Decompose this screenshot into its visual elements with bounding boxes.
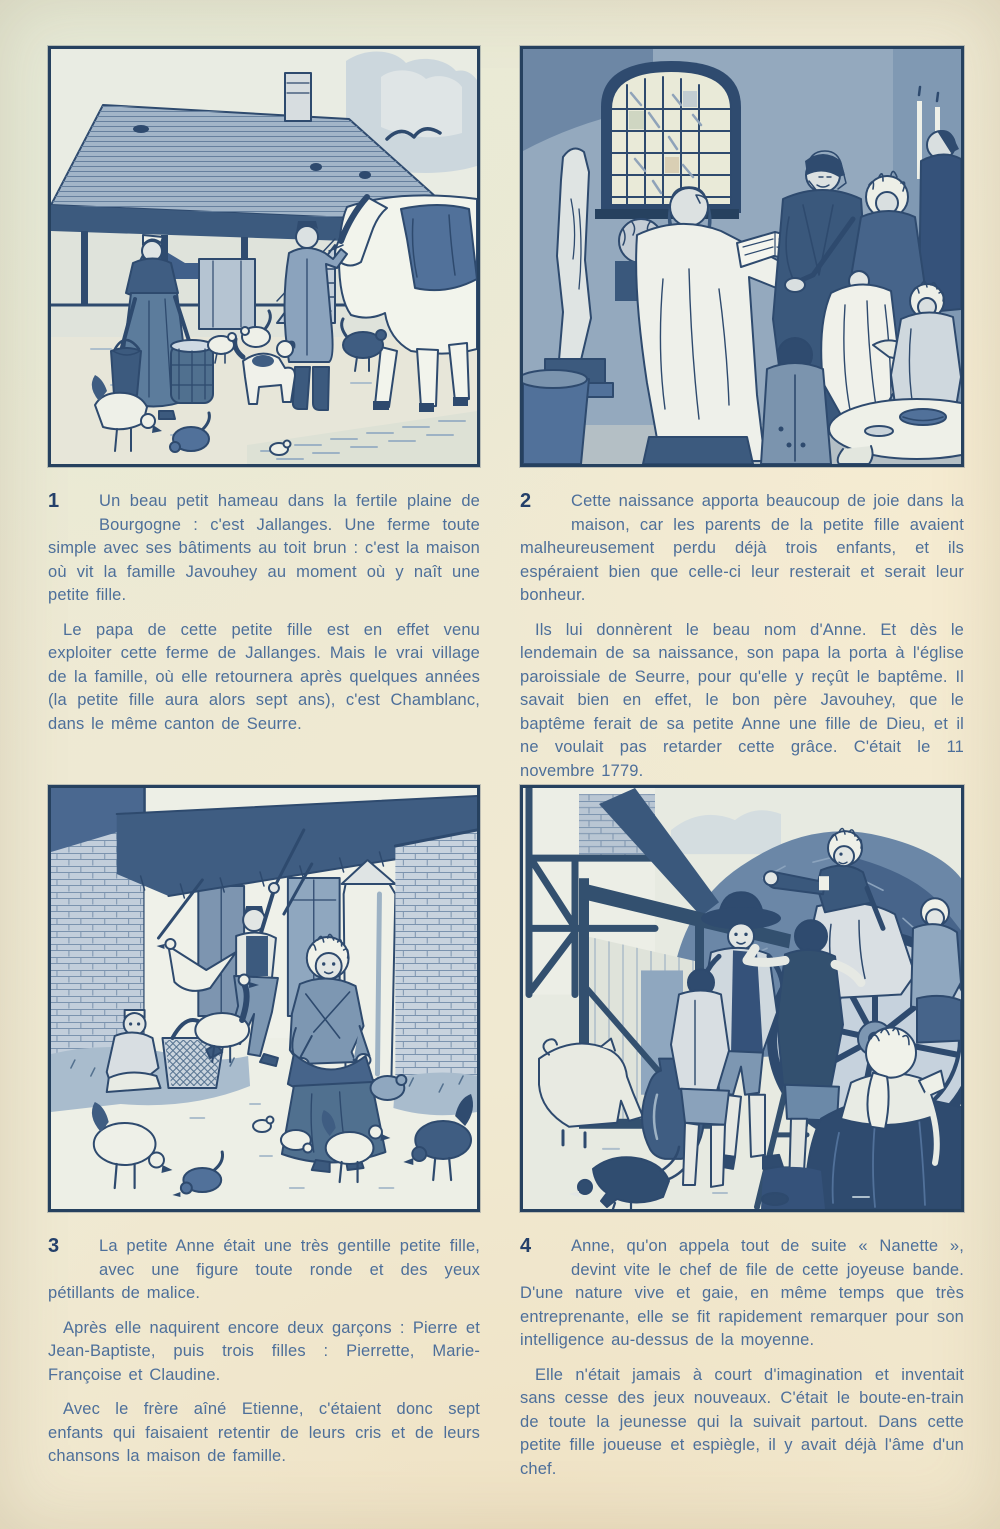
paragraph: 1 Un beau petit hameau dans la fertile plaine de Bourgogne : c'est Jallanges. Une ferme toute simple avec ses bâtiments au toit brun : c'est la maison où vit la famille Javouhey au moment où y naît une petite fille. (48, 490, 480, 604)
paragraph: 4 Anne, qu'on appela tout de suite « Nanette », devint vite le chef de file de cette joyeuse bande. D'une nature vive et gaie, en même temps que très entreprenante, elle se fit rapidement remarquer pour son intelligence au-dessus de la moyenne. (520, 1235, 964, 1349)
panel-number-3: 3 (48, 1235, 60, 1257)
paragraph: 2 Cette naissance apporta beaucoup de joie dans la maison, car les parents de la petite fille avaient malheureusement perdu déjà trois enfants, et ils espéraient bien que celle-ci leur resterait et serait leur bonheur. (520, 490, 964, 604)
baptism-illustration (520, 46, 964, 467)
paragraph: 3 La petite Anne était une très gentille petite fille, avec une figure toute ronde et des yeux pétillants de malice. (48, 1235, 480, 1302)
farm-courtyard-illustration (48, 46, 480, 467)
caption-4 (520, 1235, 964, 1492)
caption-2 (520, 490, 964, 794)
paragraph: Elle n'était jamais à court d'imagination et inventait sans cesse des jeux nouveaux. C'était le boute-en-train de toute la jeunesse qui la suivait partout. Dans cette petite fille joueuse et espiègle, il y avait déjà l'âme d'un chef. (520, 1365, 964, 1478)
caption-1 (48, 490, 480, 747)
story-section-4 (520, 785, 964, 1492)
poultry-yard-illustration (48, 785, 480, 1212)
perched-bird-icon (133, 125, 149, 133)
stained-glass-window (595, 61, 741, 219)
panel-number-2: 2 (520, 490, 532, 512)
panel-number-1: 1 (48, 490, 60, 512)
paragraph: Ils lui donnèrent le beau nom d'Anne. Et dès le lendemain de sa naissance, son papa la porta à l'église paroissiale de Seurre, pour qu'elle y reçût le baptême. Il savait bien en effet, le bon père Javouhey, que le baptême ferait de sa petite Anne une fille de Dieu, et il ne voulait pas retarder cette grâce. C'était le 11 novembre 1779. (520, 620, 964, 780)
caption-3 (48, 1235, 480, 1480)
story-section-1 (48, 46, 480, 785)
cart-wheel-illustration (520, 785, 964, 1212)
story-section-2 (520, 46, 964, 785)
panel-number-4: 4 (520, 1235, 532, 1257)
paragraph: Le papa de cette petite fille est en effet venu exploiter cette ferme de Jallanges. Mais le vrai village de la famille, où elle retournera après quelques années (la petite fille aura alors sept ans), c'est Chamblanc, dans le même canton de Seurre. (48, 620, 480, 733)
bowl (900, 409, 946, 425)
paragraph: Avec le frère aîné Etienne, c'étaient donc sept enfants qui faisaient retentir de leurs cris et de leurs chansons la maison de famille. (48, 1400, 480, 1465)
story-section-3 (48, 785, 480, 1492)
paragraph: Après elle naquirent encore deux garçons : Pierre et Jean-Baptiste, puis trois filles : Pierrette, Marie-Françoise et Claudine. (48, 1318, 480, 1384)
